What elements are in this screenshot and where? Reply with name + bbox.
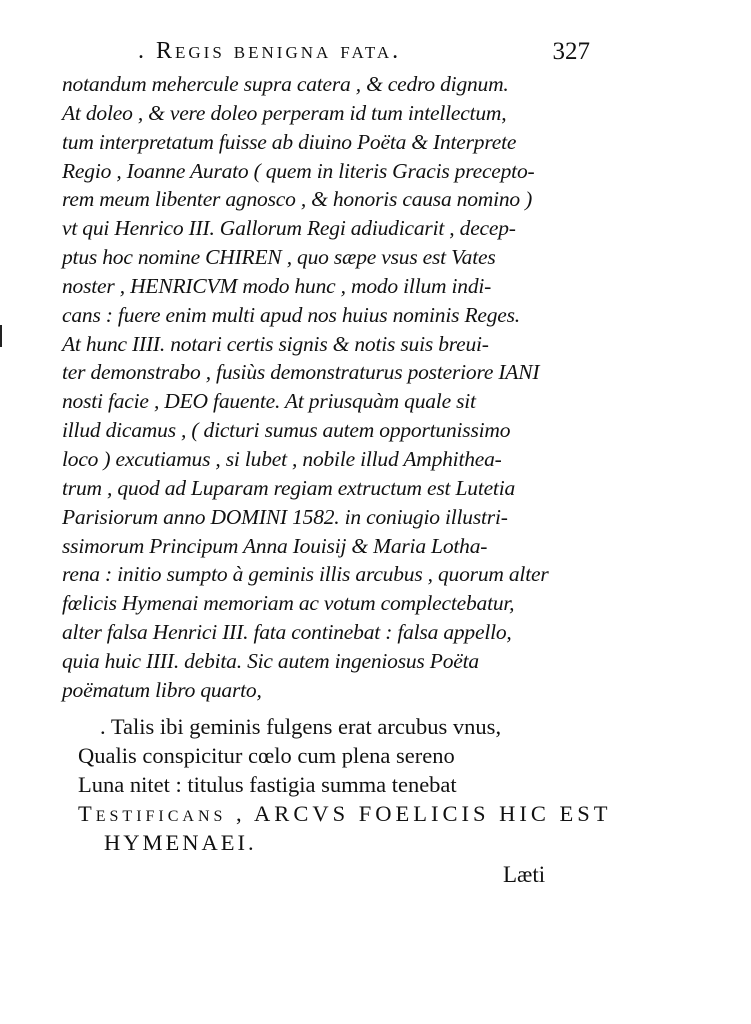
prose-line: Regio , Ioanne Aurato ( quem in literis Gracis precepto- (62, 158, 535, 183)
prose-line: At doleo , & vere doleo perperam id tum intellectum, (62, 100, 507, 125)
verse-line: Qualis conspicitur cœlo cum plena sereno (78, 743, 455, 768)
prose-line: trum , quod ad Luparam regiam extructum est Lutetia (62, 475, 516, 500)
verse-line: Testificans , ARCVS FOELICIS HIC EST (78, 801, 612, 826)
verse-line: . Talis ibi geminis fulgens erat arcubus vnus, (100, 714, 502, 739)
prose-line: rena : initio sumpto à geminis illis arcubus , quorum alter (62, 562, 549, 587)
prose-line: quia huic IIII. debita. Sic autem ingeniosus Poëta (62, 648, 479, 673)
prose-line: ptus hoc nomine CHIREN , quo sæpe vsus est Vates (62, 245, 496, 270)
prose-line: fœlicis Hymenai memoriam ac votum complectebatur, (62, 591, 515, 616)
verse-line: HYMENAEI. (104, 830, 257, 855)
prose-line: cans : fuere enim multi apud nos huius nominis Reges. (62, 302, 520, 327)
page-header (110, 38, 590, 70)
verse-line: Luna nitet : titulus fastigia summa tenebat (78, 772, 457, 797)
prose-line: Parisiorum anno DOMINI 1582. in coniugio illustri- (62, 504, 508, 529)
prose-line: poëmatum libro quarto, (62, 677, 262, 702)
prose-line: loco ) excutiamus , si lubet , nobile illud Amphithea- (62, 446, 502, 471)
prose-line: At hunc IIII. notari certis signis & notis suis breui- (62, 331, 489, 356)
prose-line: ter demonstrabo , fusiùs demonstraturus posteriore IANI (62, 360, 540, 385)
page-number: 327 (552, 38, 590, 65)
prose-line: notandum mehercule supra catera , & cedro dignum. (62, 72, 509, 96)
prose-line: illud dicamus , ( dicturi sumus autem opportunissimo (62, 418, 511, 443)
margin-mark (0, 325, 2, 347)
catchword: Læti (503, 862, 546, 887)
prose-line: nosti facie , DEO fauente. At priusquàm quale sit (62, 389, 476, 414)
prose-line: noster , HENRICVM modo hunc , modo illum indi- (62, 273, 492, 298)
prose-line: alter falsa Henrici III. fata continebat : falsa appello, (62, 620, 512, 645)
running-head: . Regis benigna fata. (138, 38, 402, 64)
prose-line: tum interpretatum fuisse ab diuino Poëta & Interprete (62, 129, 517, 154)
verse-quotation (78, 712, 612, 857)
prose-line: vt qui Henrico III. Gallorum Regi adiudicarit , decep- (62, 216, 516, 241)
prose-line: rem meum libenter agnosco , & honoris causa nomino ) (62, 187, 533, 212)
prose-line: ssimorum Principum Anna Iouisij & Maria Lotha- (62, 533, 488, 558)
italic-prose-block (62, 70, 582, 705)
